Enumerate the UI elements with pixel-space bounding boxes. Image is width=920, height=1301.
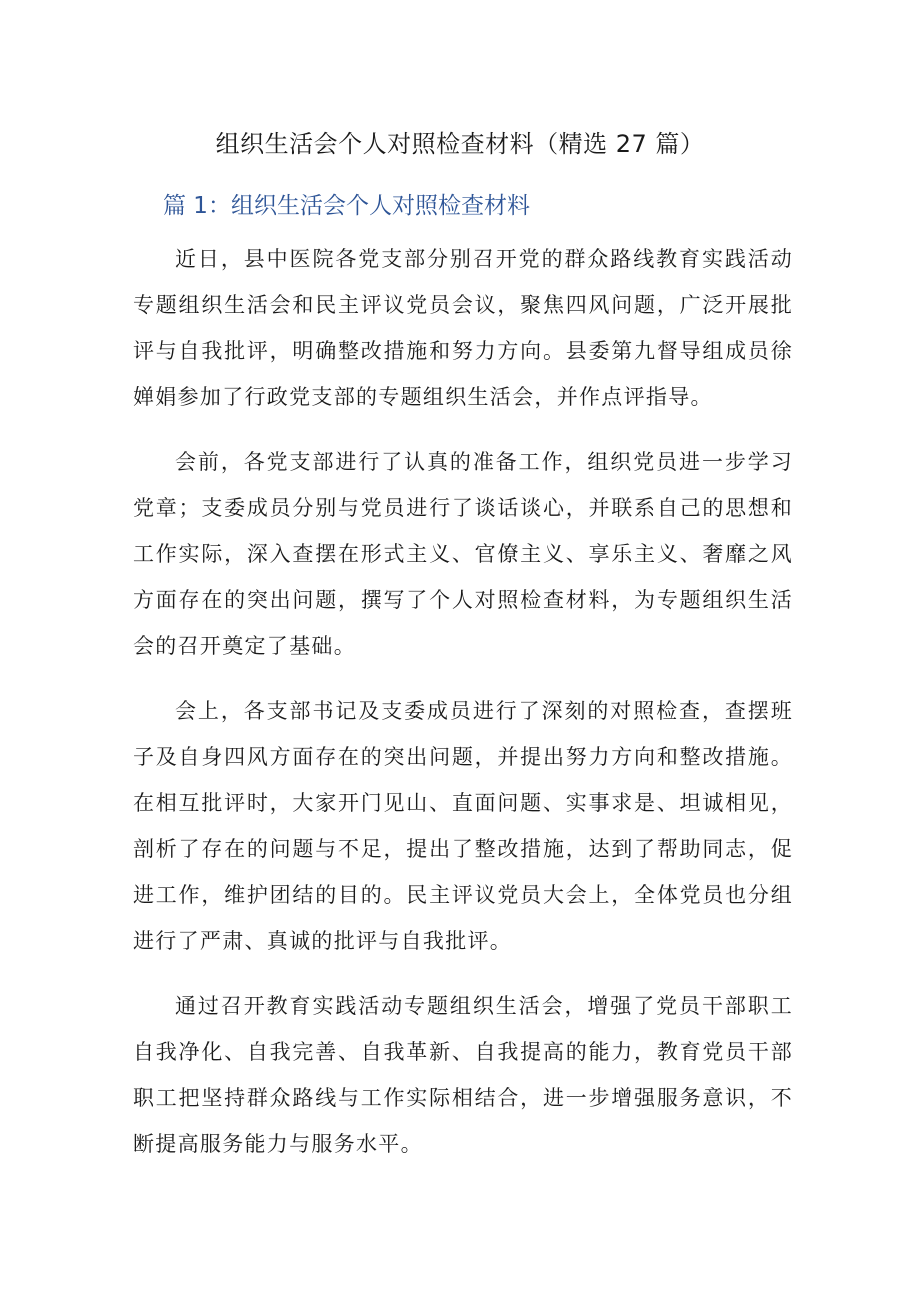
paragraph-4: 通过召开教育实践活动专题组织生活会，增强了党员干部职工自我净化、自我完善、自我革新、自我提高的能力，教育党员干部职工把坚持群众路线与工作实际相结合，进一步增强服务意识，不断提高服务能力与服务水平。: [133, 994, 793, 1156]
paragraph-2: 会前，各党支部进行了认真的准备工作，组织党员进一步学习党章；支委成员分别与党员进行了谈话谈心，并联系自己的思想和工作实际，深入查摆在形式主义、官僚主义、享乐主义、奢靡之风方面存在的突出问题，撰写了个人对照检查材料，为专题组织生活会的召开奠定了基础。: [133, 450, 793, 658]
paragraph-1: 近日，县中医院各党支部分别召开党的群众路线教育实践活动专题组织生活会和民主评议党员会议，聚焦四风问题，广泛开展批评与自我批评，明确整改措施和努力方向。县委第九督导组成员徐婵娟参加了行政党支部的专题组织生活会，并作点评指导。: [133, 247, 793, 409]
document-body: [133, 236, 793, 1186]
document-title: 组织生活会个人对照检查材料（精选 27 篇）: [215, 130, 705, 158]
paragraph-3: 会上，各支部书记及支委成员进行了深刻的对照检查，查摆班子及自身四风方面存在的突出问题，并提出努力方向和整改措施。在相互批评时，大家开门见山、直面问题、实事求是、坦诚相见，剖析了存在的问题与不足，提出了整改措施，达到了帮助同志，促进工作，维护团结的目的。民主评议党员大会上，全体党员也分组进行了严肃、真诚的批评与自我批评。: [133, 699, 793, 953]
section-heading: 篇 1：组织生活会个人对照检查材料: [163, 193, 530, 219]
